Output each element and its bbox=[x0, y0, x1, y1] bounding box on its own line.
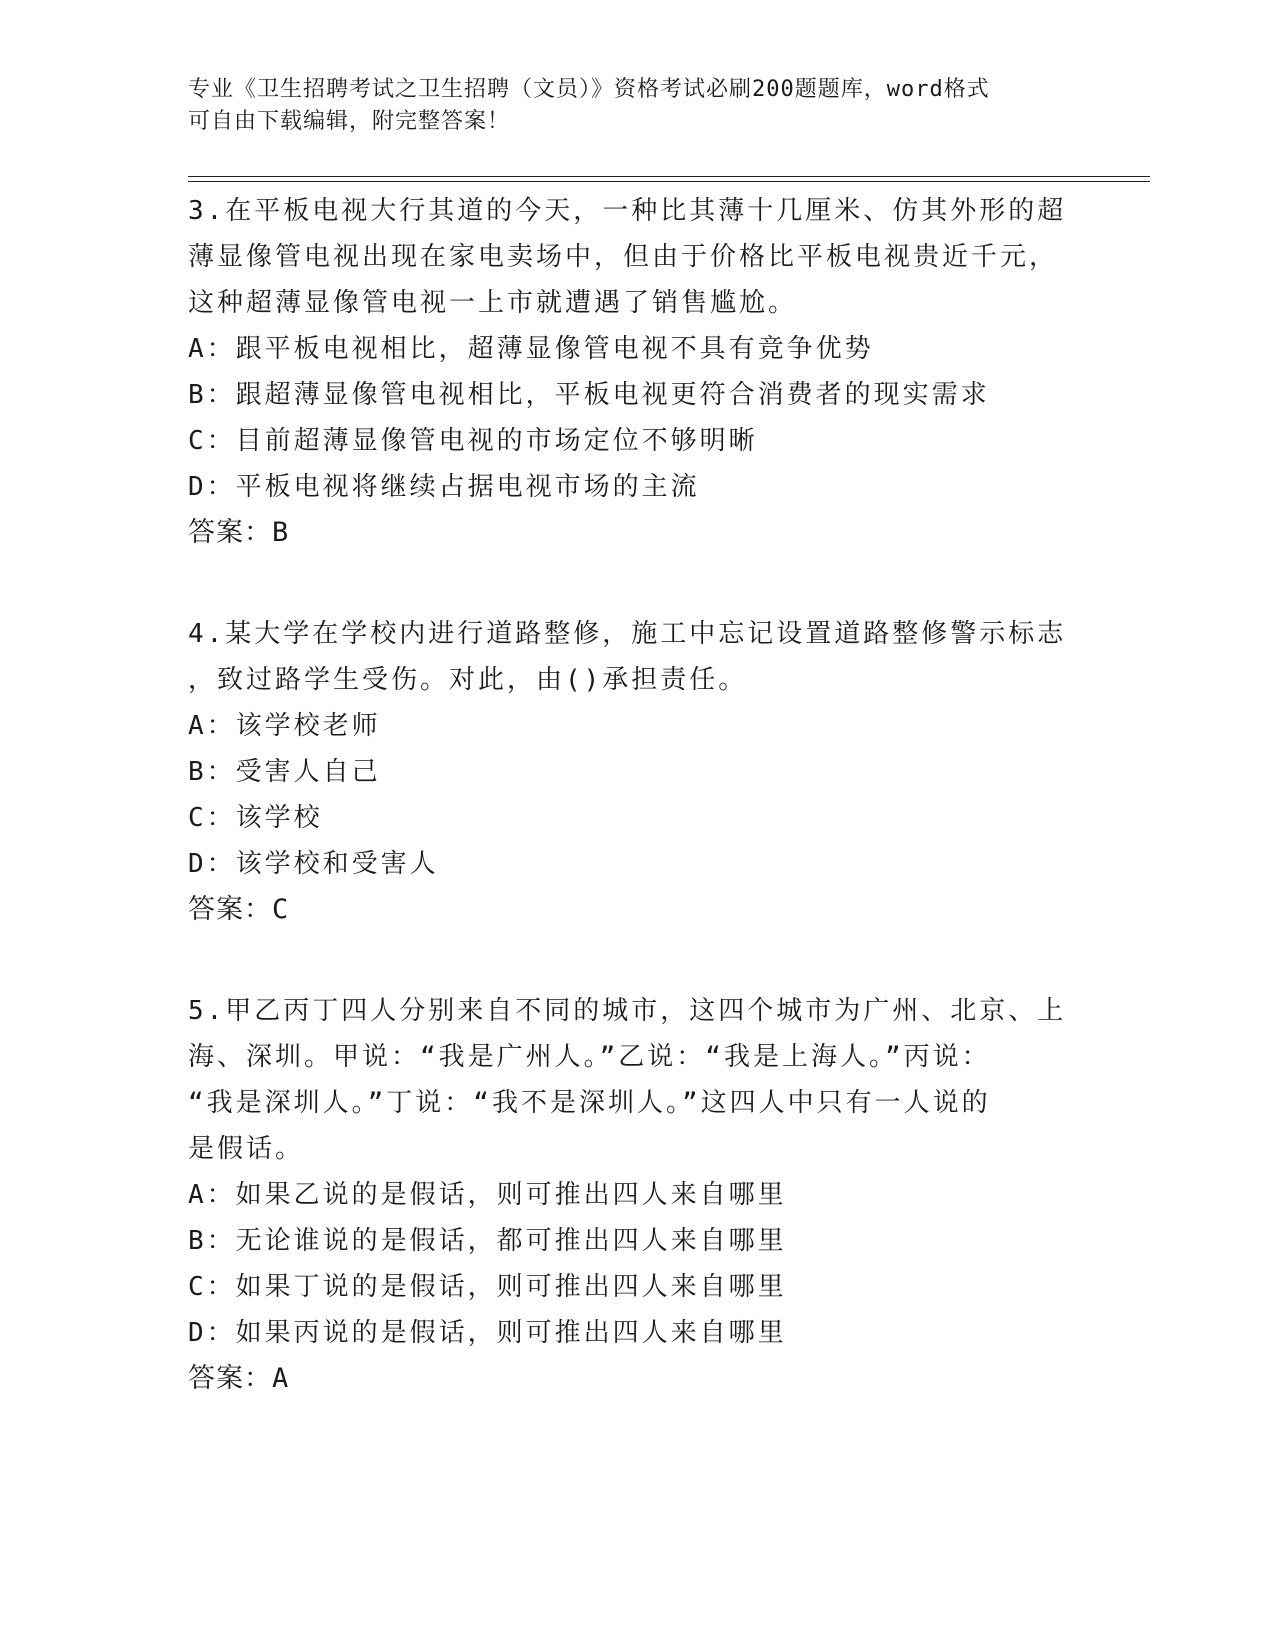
option-b: B：无论谁说的是假话，都可推出四人来自哪里 bbox=[188, 1226, 787, 1256]
answer-line bbox=[188, 887, 1088, 933]
question-stem-line: 这种超薄显像管电视一上市就遭遇了销售尴尬。 bbox=[188, 288, 798, 318]
answer-label: 答案： bbox=[188, 517, 272, 548]
question-stem-line: 4.某大学在学校内进行道路整修，施工中忘记设置道路整修警示标志 bbox=[188, 619, 1067, 649]
document-header bbox=[188, 74, 1088, 138]
answer-value: A bbox=[272, 1363, 290, 1394]
question-stem-line: “我是深圳人。”丁说：“我不是深圳人。”这四人中只有一人说的 bbox=[188, 1088, 991, 1118]
question-stem-line: 3.在平板电视大行其道的今天，一种比其薄十几厘米、仿其外形的超 bbox=[188, 196, 1067, 226]
header-line: 可自由下载编辑，附完整答案！ bbox=[188, 109, 511, 134]
option-a: A：该学校老师 bbox=[188, 711, 381, 741]
option-a: A：如果乙说的是假话，则可推出四人来自哪里 bbox=[188, 1180, 787, 1210]
question-stem-line: 海、深圳。甲说：“我是广州人。”乙说：“我是上海人。”丙说： bbox=[188, 1042, 991, 1072]
option-b: B：跟超薄显像管电视相比，平板电视更符合消费者的现实需求 bbox=[188, 380, 990, 410]
question-stem-line: 是假话。 bbox=[188, 1134, 305, 1164]
answer-label: 答案： bbox=[188, 1363, 272, 1394]
option-a: A：跟平板电视相比，超薄显像管电视不具有竞争优势 bbox=[188, 334, 874, 364]
answer-value: B bbox=[272, 517, 290, 548]
answer-line bbox=[188, 510, 1088, 556]
option-c: C：该学校 bbox=[188, 803, 323, 833]
option-c: C：如果丁说的是假话，则可推出四人来自哪里 bbox=[188, 1272, 787, 1302]
option-d: D：平板电视将继续占据电视市场的主流 bbox=[188, 472, 700, 502]
header-divider-bottom bbox=[188, 181, 1150, 182]
option-b: B：受害人自己 bbox=[188, 757, 381, 787]
answer-line bbox=[188, 1356, 1088, 1402]
question-5 bbox=[188, 988, 1088, 1402]
question-list bbox=[188, 188, 1088, 1457]
question-stem-line: 5.甲乙丙丁四人分别来自不同的城市，这四个城市为广州、北京、上 bbox=[188, 996, 1067, 1026]
answer-label: 答案： bbox=[188, 894, 272, 925]
option-d: D：如果丙说的是假话，则可推出四人来自哪里 bbox=[188, 1318, 787, 1348]
option-d: D：该学校和受害人 bbox=[188, 849, 439, 879]
question-3 bbox=[188, 188, 1088, 556]
header-line: 专业《卫生招聘考试之卫生招聘（文员）》资格考试必刷200题题库，word格式 bbox=[188, 77, 990, 102]
answer-value: C bbox=[272, 894, 290, 925]
question-stem-line: 薄显像管电视出现在家电卖场中，但由于价格比平板电视贵近千元， bbox=[188, 242, 1059, 272]
question-4 bbox=[188, 611, 1088, 933]
question-stem-line: ，致过路学生受伤。对此，由()承担责任。 bbox=[188, 665, 748, 695]
header-divider-top bbox=[188, 176, 1150, 177]
option-c: C：目前超薄显像管电视的市场定位不够明晰 bbox=[188, 426, 758, 456]
